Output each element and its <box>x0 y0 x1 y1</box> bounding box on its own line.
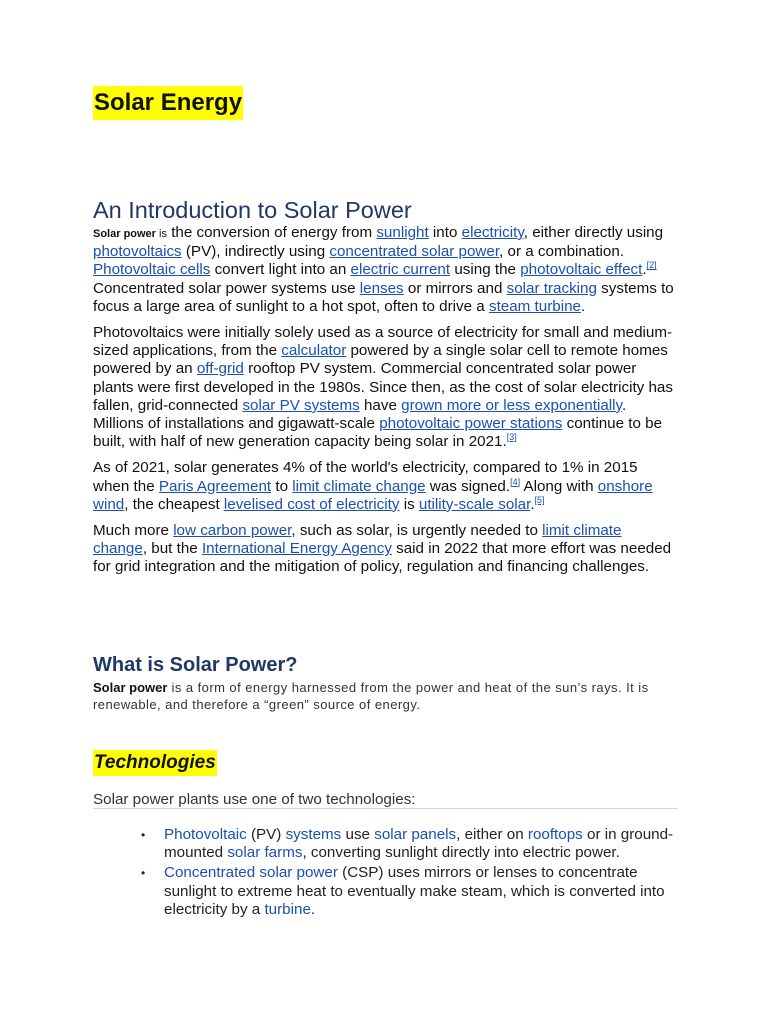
text-run: . <box>530 495 535 513</box>
citation <box>507 432 517 442</box>
text-run: convert light into an <box>210 261 351 279</box>
technologies-intro: Solar power plants use one of two technologies: <box>93 791 416 808</box>
text-run: , such as solar, is urgently needed to <box>291 522 543 540</box>
intro-paragraph-1 <box>93 224 678 316</box>
intro-paragraph-3 <box>93 459 678 514</box>
inline-link[interactable]: off-grid <box>196 360 244 378</box>
inline-link[interactable]: Paris Agreement <box>158 477 272 495</box>
text-run: As of 2021, solar generates 4% of the world's electricity, compared to 1% in 2015 when the <box>93 459 638 495</box>
text-run: Photovoltaics were initially solely used as a source of electricity for small and medium-sized applications, from the <box>93 324 673 360</box>
citation <box>535 495 545 505</box>
inline-link[interactable]: levelised cost of electricity <box>223 495 400 513</box>
inline-link[interactable]: limit climate change <box>292 477 426 495</box>
text-run: is <box>155 228 167 240</box>
text-run: said in 2022 that more effort was needed for grid integration and the mitigation of policy, regulation and financing challenges. <box>93 540 672 576</box>
inline-link[interactable]: electricity <box>461 224 524 241</box>
divider <box>93 808 678 809</box>
intro-paragraph-2 <box>93 324 678 451</box>
text-run: or mirrors and <box>403 279 507 297</box>
inline-link[interactable]: steam turbine <box>488 297 581 315</box>
text-run: was signed. <box>425 477 511 495</box>
inline-link[interactable]: utility-scale solar <box>418 495 531 513</box>
list-item-text <box>164 826 673 861</box>
list-item-text <box>164 864 665 917</box>
citation-link[interactable]: [4] <box>510 476 521 487</box>
citation <box>510 477 520 487</box>
inline-link[interactable]: electric current <box>350 261 451 279</box>
text-run: . <box>642 261 647 279</box>
inline-link[interactable]: grown more or less exponentially <box>401 396 623 414</box>
intro-paragraph-4 <box>93 522 678 577</box>
bullet-icon: • <box>141 866 146 881</box>
list-item <box>93 826 683 862</box>
inline-link[interactable]: Photovoltaic <box>164 826 247 843</box>
inline-link[interactable]: International Energy Agency <box>201 540 392 558</box>
inline-link[interactable]: photovoltaic power stations <box>379 415 563 433</box>
inline-link[interactable]: calculator <box>281 342 347 360</box>
what-is-solar-heading: What is Solar Power? <box>93 654 298 676</box>
citation-link[interactable]: [5] <box>534 494 545 505</box>
citation-link[interactable]: [2] <box>646 260 657 271</box>
inline-link[interactable]: turbine <box>264 900 311 918</box>
inline-link[interactable]: onshore wind <box>93 477 653 513</box>
what-lead: Solar power <box>93 680 168 695</box>
text-run: (CSP) uses mirrors or lenses to concentrate sunlight to extreme heat to eventually make steam, which is converted into electricity by a <box>164 864 665 918</box>
inline-link[interactable]: photovoltaics <box>93 243 182 261</box>
inline-link[interactable]: systems <box>285 826 342 843</box>
citation <box>647 260 657 270</box>
text-run: , converting sunlight directly into electric power. <box>302 844 620 862</box>
technologies-list <box>93 826 683 921</box>
text-run: (PV), indirectly using <box>181 243 330 261</box>
inline-link[interactable]: sunlight <box>376 224 429 241</box>
text-run: , or a combination. <box>499 243 625 261</box>
inline-link[interactable]: low carbon power <box>173 522 292 540</box>
text-run: or in ground-mounted <box>164 826 674 862</box>
what-is-solar-text <box>93 679 663 713</box>
inline-link[interactable]: solar farms <box>227 844 303 862</box>
text-run: have <box>359 396 402 414</box>
text-run: systems to focus a large area of sunlight to a hot spot, often to drive a <box>93 279 674 315</box>
text-run: using the <box>450 261 521 279</box>
text-run: (PV) <box>246 826 286 843</box>
inline-link[interactable]: limit climate change <box>93 522 622 558</box>
inline-link[interactable]: photovoltaic effect <box>520 261 643 279</box>
inline-link[interactable]: rooftops <box>527 826 583 843</box>
text-run: into <box>428 224 462 241</box>
text-run: , either on <box>456 826 528 843</box>
text-run: , either directly using <box>523 224 664 241</box>
intro-body <box>93 224 678 585</box>
text-run: Solar power <box>93 228 156 240</box>
intro-heading: An Introduction to Solar Power <box>93 197 412 223</box>
text-run: the conversion of energy from <box>166 224 377 241</box>
text-run: Much more <box>93 522 174 540</box>
text-run: . <box>580 297 586 315</box>
text-run: powered by a single solar cell to remote homes powered by an <box>93 342 668 378</box>
text-run: , but the <box>142 540 202 558</box>
technologies-heading: Technologies <box>93 750 217 776</box>
bullet-icon: • <box>141 828 146 842</box>
text-run: to <box>271 477 293 495</box>
text-run: Along with <box>520 477 598 495</box>
text-run: is <box>399 495 419 513</box>
text-run: Concentrated solar power systems use <box>93 279 360 297</box>
text-run: . <box>310 900 316 918</box>
text-run: rooftop PV system. Commercial concentrated solar power plants were first developed in the 1980s. Since then, as the cost of solar electricity has fallen, grid-connected <box>93 360 673 414</box>
inline-link[interactable]: solar panels <box>374 826 457 843</box>
text-run: , the cheapest <box>124 495 224 513</box>
what-body: is a form of energy harnessed from the power and heat of the sun’s rays. It is renewable, and therefore a “green” source of energy. <box>93 680 649 712</box>
inline-link[interactable]: Photovoltaic cells <box>93 261 211 279</box>
inline-link[interactable]: lenses <box>359 279 404 297</box>
inline-link[interactable]: Concentrated solar power <box>164 864 338 882</box>
inline-link[interactable]: concentrated solar power <box>329 243 500 261</box>
text-run: . Millions of installations and gigawatt-scale <box>93 396 627 433</box>
page-title: Solar Energy <box>93 86 243 120</box>
citation-link[interactable]: [3] <box>506 432 517 443</box>
inline-link[interactable]: solar PV systems <box>242 396 360 414</box>
list-item <box>93 864 683 919</box>
inline-link[interactable]: solar tracking <box>506 279 597 297</box>
text-run: use <box>341 826 375 843</box>
text-run: continue to be built, with half of new generation capacity being solar in 2021. <box>93 415 663 451</box>
